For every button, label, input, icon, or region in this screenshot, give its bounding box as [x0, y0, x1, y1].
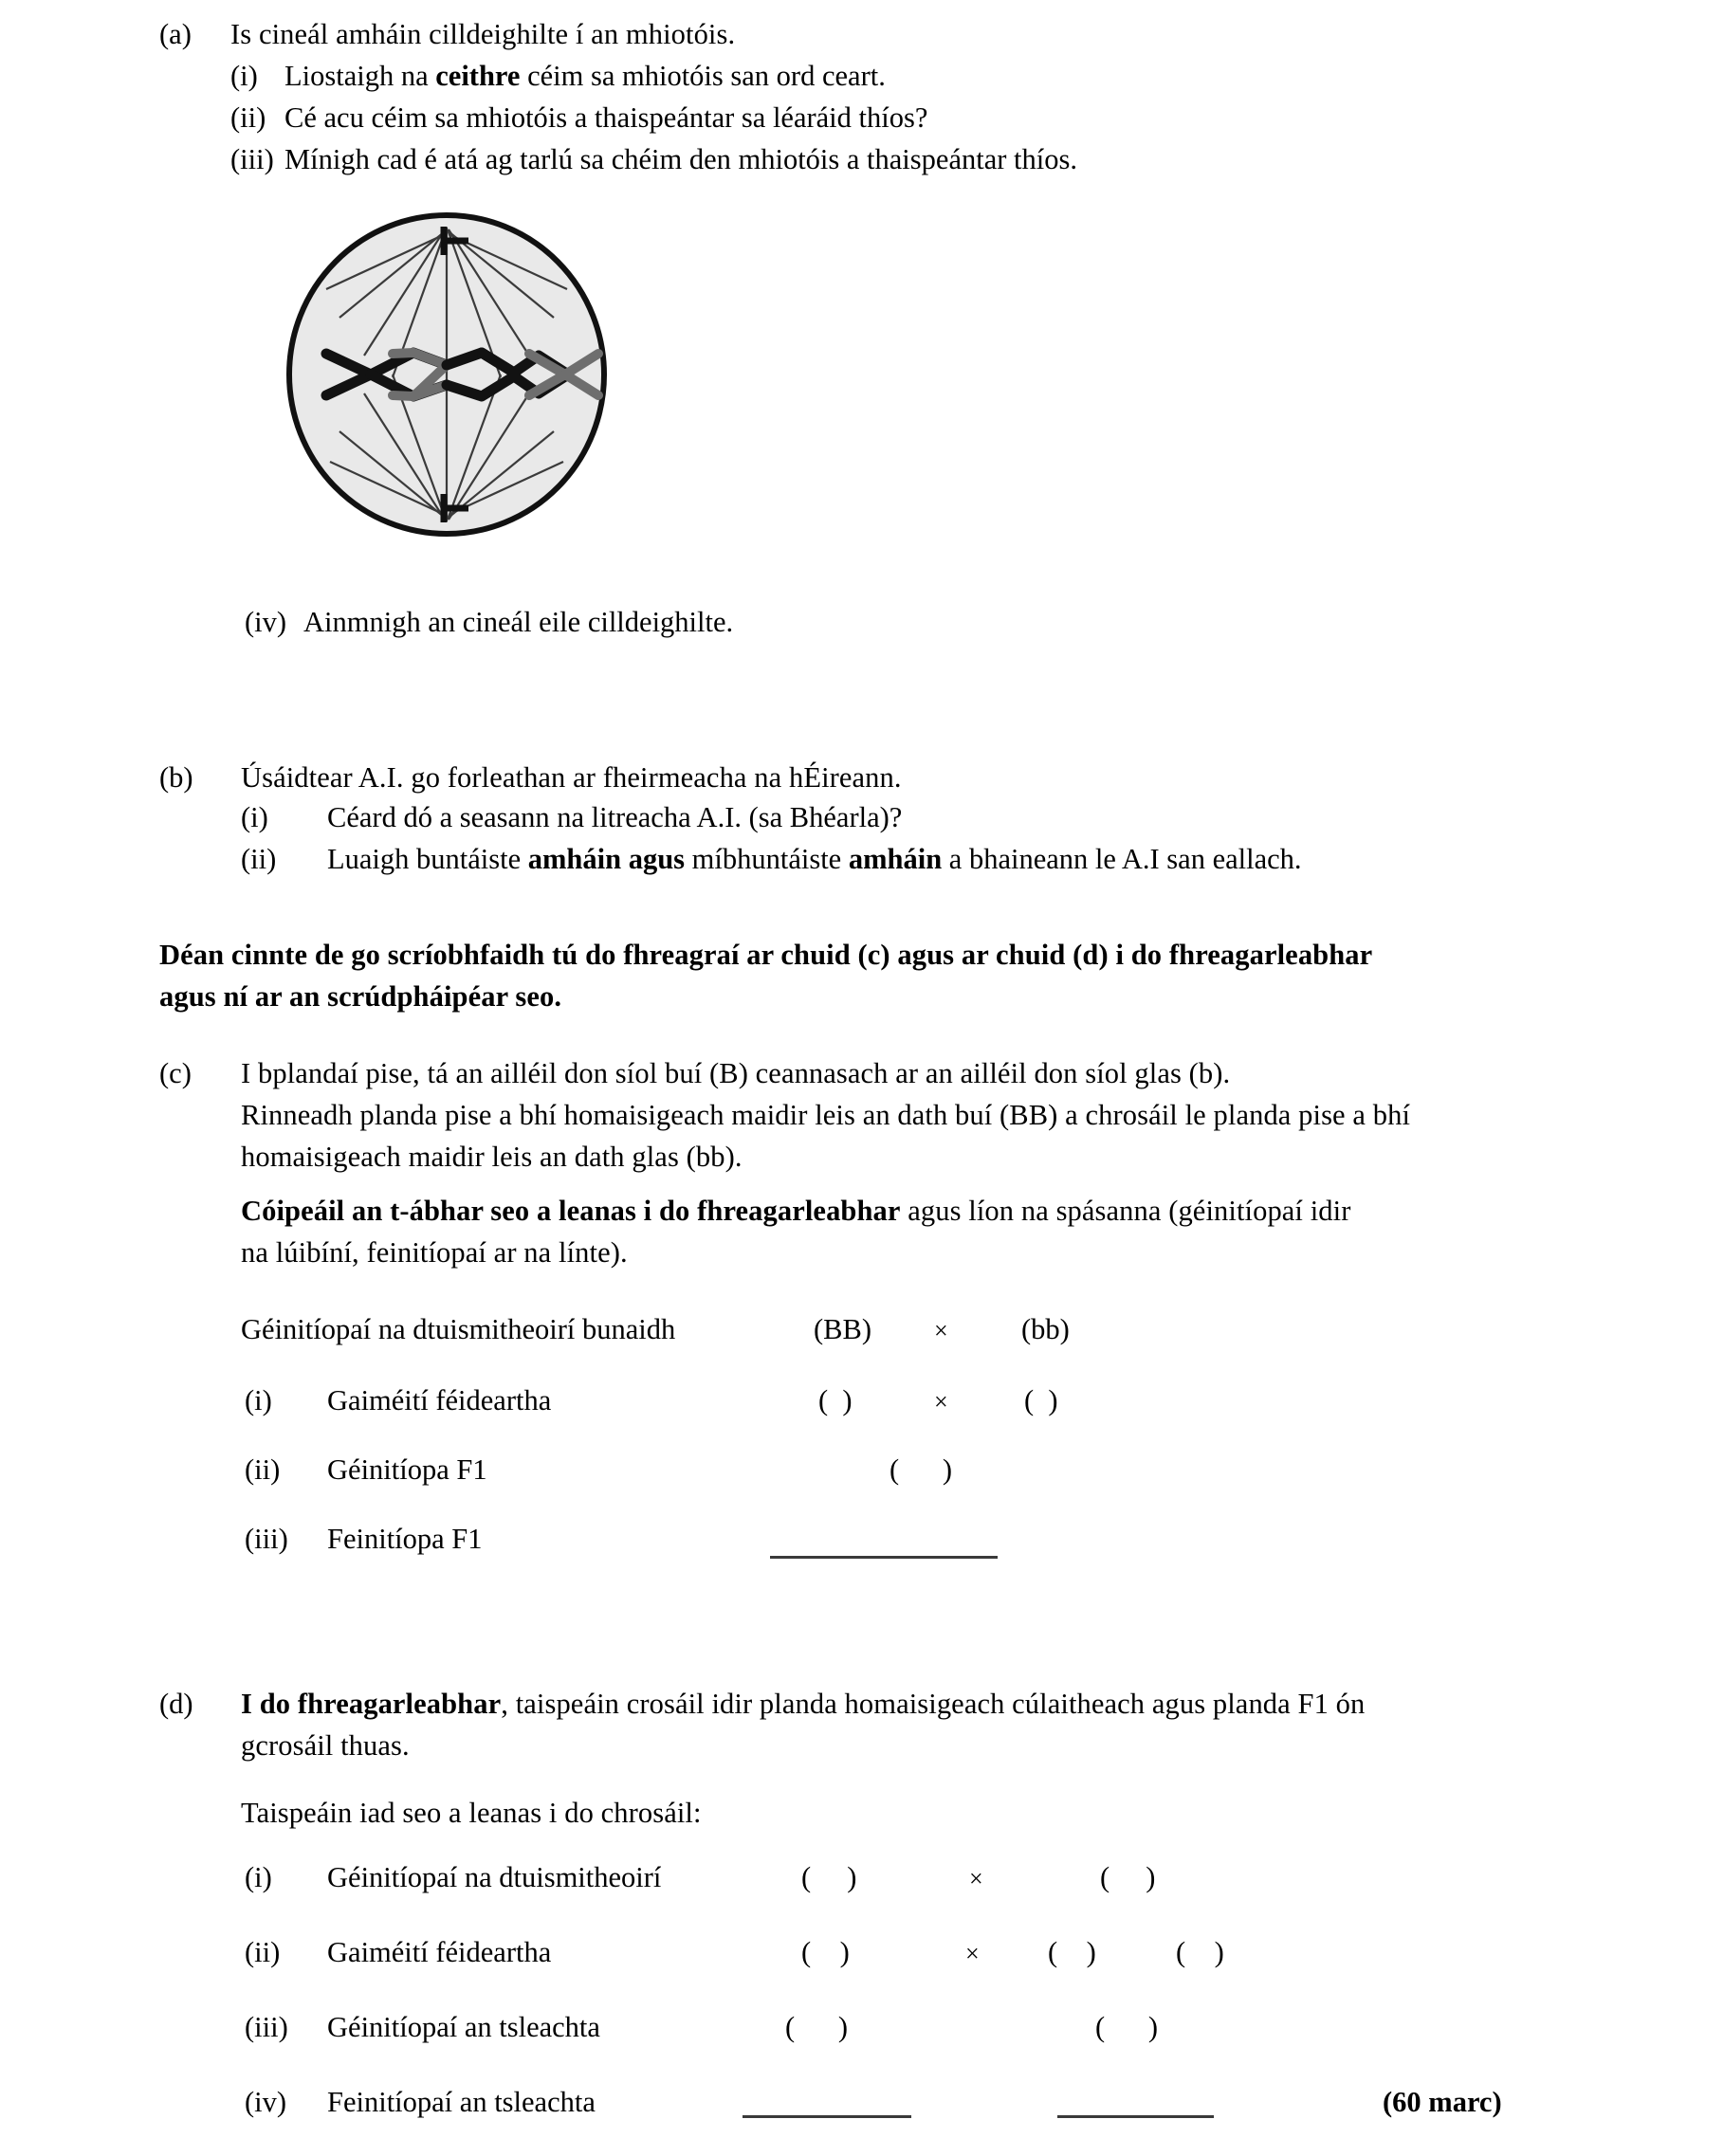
part-c-parent-cross-symbol: ×: [934, 1317, 948, 1344]
part-a-stem: Is cineál amháin cilldeighilte í an mhiotóis.: [230, 18, 736, 50]
part-b-item-ii: [327, 838, 1302, 880]
part-c-row-ii-label: Géinitíopa F1: [327, 1453, 487, 1486]
part-c-instruction-emphasis: Cóipeáil an t-ábhar seo a leanas i do fhreagarleabhar: [241, 1195, 901, 1227]
part-a-item-iii-text: Mínigh cad é atá ag tarlú sa chéim den mhiotóis a thaispeántar thíos.: [284, 143, 1077, 175]
part-c-row-i-num: (i): [245, 1384, 272, 1416]
part-d-gametes-cross-symbol: ×: [965, 1940, 980, 1967]
part-d-instruction: Taispeáin iad seo a leanas i do chrosáil:: [241, 1797, 702, 1829]
part-a-item-ii-num: (ii): [230, 101, 266, 134]
part-b-item-ii-emphasis-2: amháin: [848, 843, 943, 875]
part-c-instruction-line-1: [241, 1190, 1350, 1232]
part-a-item-i-text-post: céim sa mhiotóis san ord ceart.: [520, 60, 886, 92]
part-c-row-ii-num: (ii): [245, 1453, 281, 1486]
part-d-stem-rest: , taispeáin crosáil idir planda homaisigeach cúlaitheach agus planda F1 ón: [501, 1688, 1366, 1720]
part-d-row-ii-label: Gaiméití féideartha: [327, 1936, 552, 1968]
part-c-instruction-line-2: na lúibíní, feinitíopaí ar na línte).: [241, 1236, 628, 1269]
part-a-label: (a): [159, 18, 192, 50]
part-a-item-i-num: (i): [230, 60, 258, 92]
part-d-offspring-phenotype-answer-line-1[interactable]: [743, 2115, 911, 2118]
part-a-item-i: [284, 55, 886, 97]
part-c-gametes-cross-symbol: ×: [934, 1388, 948, 1416]
part-a-item-iv-text: Ainmnigh an cineál eile cilldeighilte.: [303, 606, 734, 638]
part-a-item-ii-text: Cé acu céim sa mhiotóis a thaispeántar sa léaráid thíos?: [284, 101, 928, 134]
part-d-offspring-genotype-blank-1[interactable]: ( ): [785, 2011, 849, 2043]
part-d-stem-emphasis: I do fhreagarleabhar: [241, 1688, 502, 1720]
part-c-stem-line-2: Rinneadh planda pise a bhí homaisigeach maidir leis an dath buí (BB) a chrosáil le planda pise a bhí: [241, 1099, 1411, 1131]
part-b-item-i-num: (i): [241, 801, 268, 833]
part-a-item-iii-num: (iii): [230, 143, 274, 175]
part-b-item-ii-seg2: míbhuntáiste: [685, 843, 849, 875]
notice-line-2: agus ní ar an scrúdpháipéar seo.: [159, 980, 562, 1013]
part-c-parent-genotype-left: (BB): [814, 1313, 871, 1345]
part-c-stem-line-3: homaisigeach maidir leis an dath glas (bb).: [241, 1141, 743, 1173]
part-c-stem-line-1: I bplandaí pise, tá an ailléil don síol buí (B) ceannasach ar an ailléil don síol glas (b).: [241, 1057, 1231, 1089]
part-c-row-i-label: Gaiméití féideartha: [327, 1384, 552, 1416]
part-b-stem: Úsáidtear A.I. go forleathan ar fheirmeacha na hÉireann.: [241, 761, 902, 794]
part-d-offspring-genotype-blank-2[interactable]: ( ): [1095, 2011, 1159, 2043]
part-c-gametes-right-blank[interactable]: ( ): [1024, 1384, 1058, 1416]
part-d-label: (d): [159, 1688, 193, 1720]
part-d-stem-line-2: gcrosáil thuas.: [241, 1729, 410, 1762]
part-c-instruction-rest: agus líon na spásanna (géinitíopaí idir: [900, 1195, 1351, 1227]
part-d-parent-genotype-left-blank[interactable]: ( ): [801, 1861, 857, 1893]
part-a-item-iv-num: (iv): [245, 606, 287, 638]
part-d-marks: (60 marc): [1383, 2086, 1502, 2118]
part-d-row-iii-label: Géinitíopaí an tsleachta: [327, 2011, 600, 2043]
part-d-offspring-phenotype-answer-line-2[interactable]: [1057, 2115, 1214, 2118]
part-c-f1-genotype-blank[interactable]: ( ): [890, 1453, 953, 1486]
mitosis-metaphase-cell-diagram: [281, 204, 613, 545]
part-a-item-i-text-pre: Liostaigh na: [284, 60, 436, 92]
part-c-label: (c): [159, 1057, 192, 1089]
part-d-row-iv-num: (iv): [245, 2086, 287, 2118]
part-b-item-ii-seg3: a bhaineann le A.I san eallach.: [942, 843, 1302, 875]
part-d-gametes-blank-1[interactable]: ( ): [801, 1936, 850, 1968]
part-c-row-iii-num: (iii): [245, 1523, 288, 1555]
part-b-item-ii-seg1: Luaigh buntáiste: [327, 843, 528, 875]
part-b-item-i-text: Céard dó a seasann na litreacha A.I. (sa Bhéarla)?: [327, 801, 903, 833]
part-b-label: (b): [159, 761, 193, 794]
part-c-gametes-left-blank[interactable]: ( ): [818, 1384, 853, 1416]
part-a-item-i-emphasis: ceithre: [435, 60, 521, 92]
part-c-parent-genotype-right: (bb): [1021, 1313, 1070, 1345]
notice-line-1: Déan cinnte de go scríobhfaidh tú do fhreagraí ar chuid (c) agus ar chuid (d) i do fhreagarleabhar: [159, 939, 1373, 971]
part-b-item-ii-emphasis-1: amháin agus: [527, 843, 686, 875]
part-b-item-ii-num: (ii): [241, 843, 277, 875]
part-d-parent-genotype-right-blank[interactable]: ( ): [1100, 1861, 1156, 1893]
part-d-gametes-blank-3[interactable]: ( ): [1176, 1936, 1224, 1968]
part-d-row-iv-label: Feinitíopaí an tsleachta: [327, 2086, 596, 2118]
part-d-row-i-num: (i): [245, 1861, 272, 1893]
part-c-f1-phenotype-answer-line[interactable]: [770, 1556, 998, 1559]
part-d-stem-line-1: [241, 1683, 1365, 1725]
part-c-parent-genotypes-label: Géinitíopaí na dtuismitheoirí bunaidh: [241, 1313, 676, 1345]
part-d-row-iii-num: (iii): [245, 2011, 288, 2043]
part-d-gametes-blank-2[interactable]: ( ): [1048, 1936, 1096, 1968]
part-d-row-ii-num: (ii): [245, 1936, 281, 1968]
part-d-row-i-label: Géinitíopaí na dtuismitheoirí: [327, 1861, 662, 1893]
part-d-parent-cross-symbol: ×: [969, 1865, 983, 1892]
part-c-row-iii-label: Feinitíopa F1: [327, 1523, 483, 1555]
